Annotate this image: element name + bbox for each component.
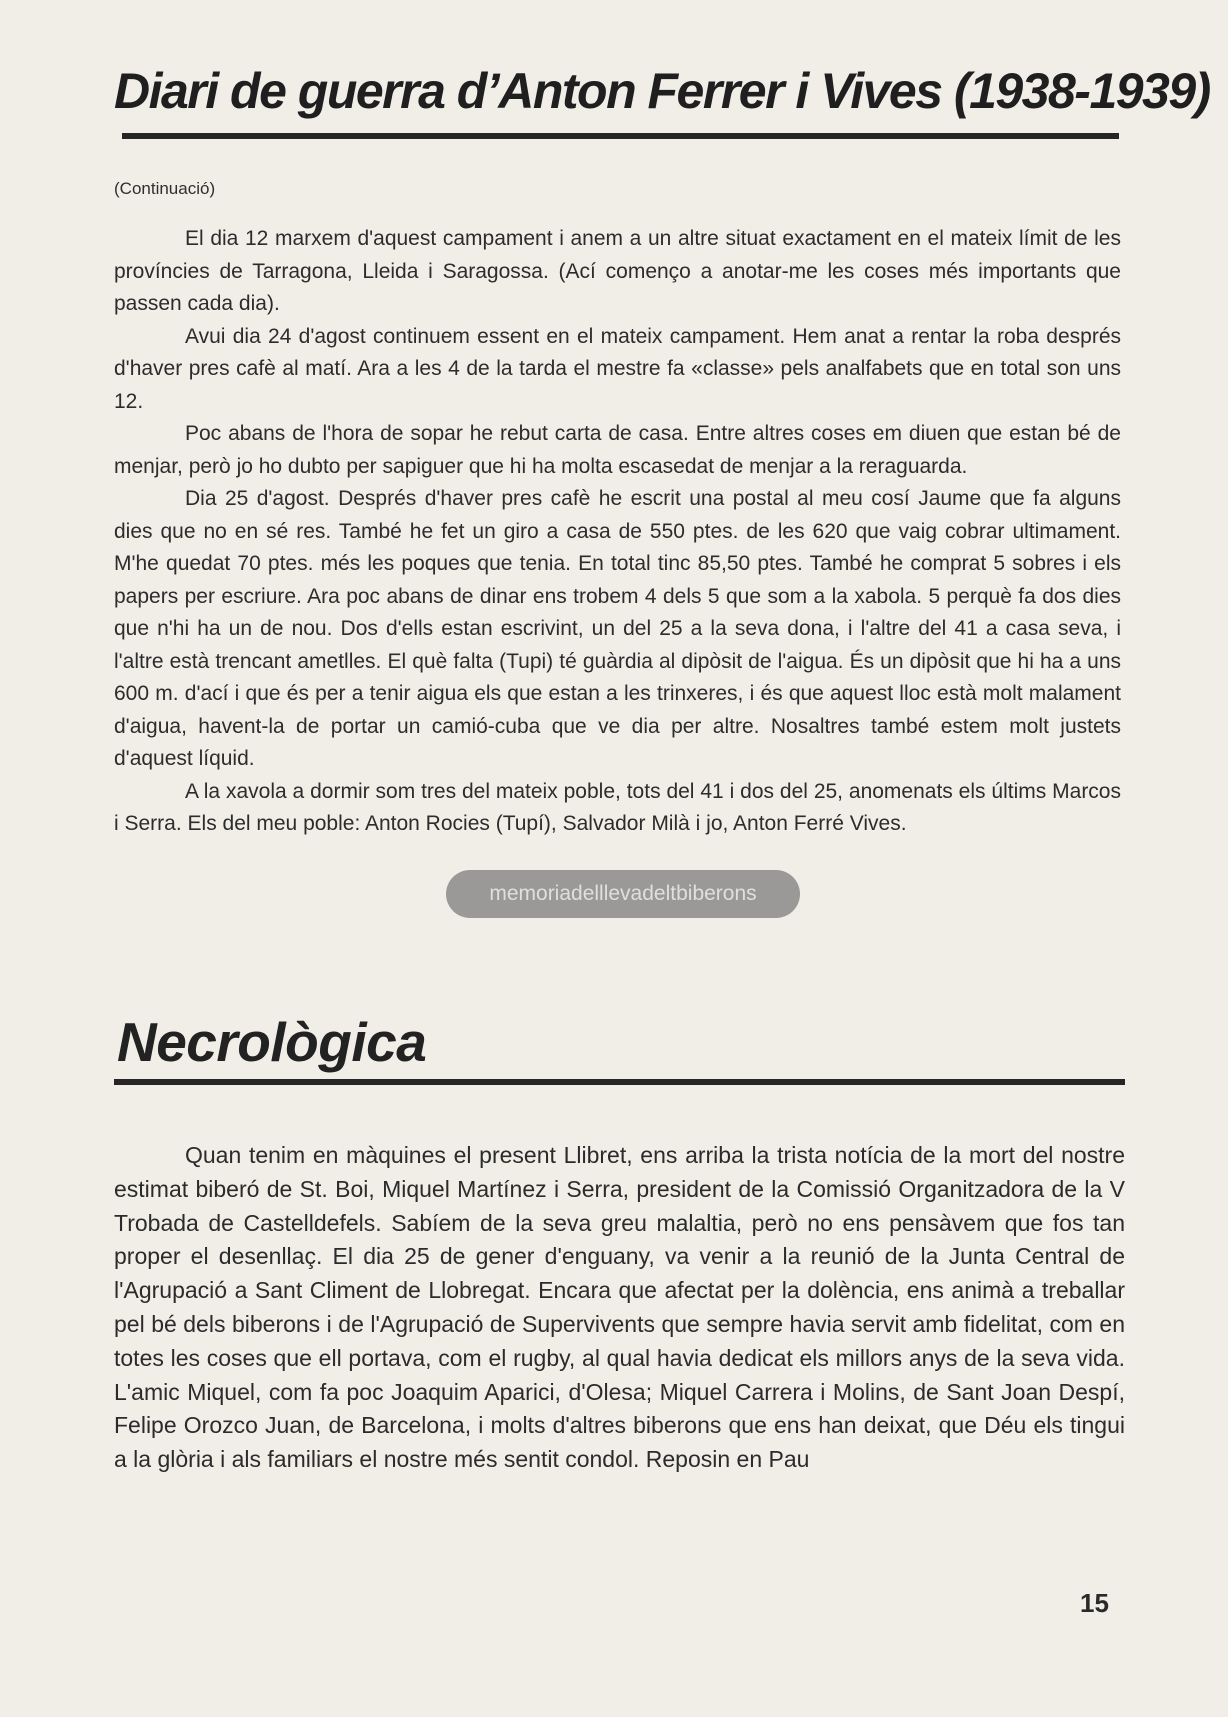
paragraph: Avui dia 24 d'agost continuem essent en el mateix campament. Hem anat a rentar la roba després d'haver pres cafè al matí. Ara a les 4 de la tarda el mestre fa «classe» pels analfabets que en total son uns 12. [114,324,1121,413]
article-body [114,223,1121,841]
obituary-body [114,1139,1125,1477]
title-rule [122,133,1119,139]
paragraph: Dia 25 d'agost. Després d'haver pres cafè he escrit una postal al meu cosí Jaume que fa alguns dies que no en sé res. També he fet un giro a casa de 550 ptes. de les 620 que vaig cobrar ultimament. M'he quedat 70 ptes. més les poques que tenia. En total tinc 85,50 ptes. També he comprat 5 sobres i els papers per escriure. Ara poc abans de dinar ens trobem 4 dels 5 que som a la xabola. 5 perquè fa dos dies que n'hi ha un de nou. Dos d'ells estan escrivint, un del 25 a la seva dona, i l'altre del 41 a casa seva, i l'altre està trencant ametlles. El què falta (Tupi) té guàrdia al dipòsit de l'aigua. És un dipòsit que hi ha a uns 600 m. d'ací i que és per a tenir aigua els que estan a les trinxeres, i és que aquest lloc està molt malament d'aigua, havent-la de portar un camió-cuba que ve dia per altre. Nosaltres també estem molt justets d'aquest líquid. [114,487,1121,770]
obituary-rule [114,1079,1125,1085]
article-title: Diari de guerra d’Anton Ferrer i Vives (1938-1939) [114,63,1210,119]
paragraph: A la xavola a dormir som tres del mateix poble, tots del 41 i dos del 25, anomenats els últims Marcos i Serra. Els del meu poble: Anton Rocies (Tupí), Salvador Milà i jo, Anton Ferré Vives. [114,779,1121,835]
paragraph: Quan tenim en màquines el present Llibret, ens arriba la trista notícia de la mort del nostre estimat biberó de St. Boi, Miquel Martínez i Serra, president de la Comissió Organitzadora de la V Trobada de Castelldefels. Sabíem de la seva greu malaltia, però no ens pensàvem que fos tan proper el desenllaç. El dia 25 de gener d'enguany, va venir a la reunió de la Junta Central de l'Agrupació a Sant Climent de Llobregat. Encara que afectat per la dolència, ens animà a treballar pel bé dels biberons i de l'Agrupació de Supervivents que sempre havia servit amb fidelitat, com en totes les coses que ell portava, com el rugby, al qual havia dedicat els millors anys de la seva vida. L'amic Miquel, com fa poc Joaquim Aparici, d'Olesa; Miquel Carrera i Molins, de Sant Joan Despí, Felipe Orozco Juan, de Barcelona, i molts d'altres biberons que ens han deixat, que Déu els tingui a la glòria i als familiars el nostre més sentit condol. Reposin en Pau [114,1142,1125,1473]
continuation-label: (Continuació) [114,179,216,198]
watermark: memoriadelllevadeltbiberons [446,870,800,918]
obituary-title: Necrològica [117,1011,427,1073]
paragraph: El dia 12 marxem d'aquest campament i anem a un altre situat exactament en el mateix límit de les províncies de Tarragona, Lleida i Saragossa. (Ací començo a anotar-me les coses més importants que passen cada dia). [114,227,1121,315]
page-number: 15 [1080,1588,1109,1618]
paragraph: Poc abans de l'hora de sopar he rebut carta de casa. Entre altres coses em diuen que estan bé de menjar, però jo ho dubto per sapiguer que hi ha molta escasedat de menjar a la reraguarda. [114,422,1121,478]
